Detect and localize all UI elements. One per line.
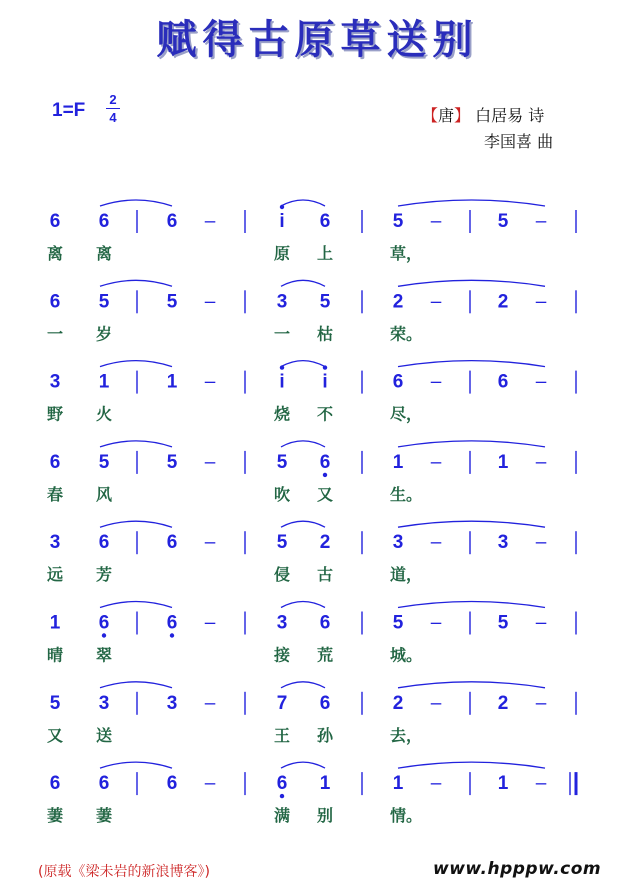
slur [100, 441, 172, 447]
lyric-character: 离 [47, 244, 64, 263]
lyric-character: 上 [317, 244, 334, 263]
note: 2 [497, 692, 509, 714]
close-bracket: 】 [454, 106, 471, 125]
lyric-character: 送 [96, 725, 113, 745]
hold-dash: – [204, 773, 216, 795]
lyric-character: 城。 [390, 645, 423, 665]
hold-dash: – [535, 532, 547, 554]
key-signature: 1=F [52, 100, 86, 121]
slur [281, 762, 325, 768]
composer-role: 曲 [537, 132, 554, 151]
note: 6 [49, 211, 61, 232]
note: 3 [49, 371, 61, 393]
lyric-character: 又 [47, 725, 64, 745]
slur [398, 200, 545, 206]
source-note: (原载《梁未岩的新浪博客》) [38, 864, 210, 880]
lyric-character: 翠 [96, 645, 113, 665]
lyric-character: 野 [47, 404, 64, 424]
hold-dash: – [535, 773, 547, 795]
slur [100, 521, 172, 527]
note: 5 [392, 612, 404, 634]
note: 3 [497, 532, 509, 554]
note: i [322, 371, 328, 393]
lyric-character: 荒 [317, 645, 334, 665]
note: 6 [392, 371, 404, 393]
lyric-character: 萋 [47, 806, 64, 826]
lyric-character: 晴 [47, 645, 64, 665]
slur [100, 762, 172, 768]
song-title: 赋得古原草送别 [156, 17, 479, 63]
lyric-character: 火 [96, 404, 113, 424]
lyric-character: 一 [47, 324, 64, 344]
note: 1 [49, 612, 61, 634]
note: 6 [98, 211, 110, 232]
lyric-character: 情。 [390, 806, 423, 826]
note: 6 [166, 773, 178, 795]
note: 6 [166, 532, 178, 554]
dynasty: 唐 [438, 106, 455, 125]
composer-name: 李国喜 [484, 132, 533, 151]
note: 5 [98, 451, 110, 473]
lyric-character: 古 [317, 565, 334, 585]
note: 5 [98, 291, 110, 313]
meter-bottom: 4 [109, 110, 117, 125]
slur [100, 682, 172, 688]
slur [281, 521, 325, 527]
slur [281, 280, 325, 286]
high-octave-dot [280, 365, 284, 369]
slur [398, 682, 545, 688]
slur [398, 521, 545, 527]
note: 3 [276, 612, 288, 634]
hold-dash: – [535, 291, 547, 313]
note: 6 [319, 612, 331, 634]
low-octave-dot [170, 633, 174, 637]
note: 6 [319, 692, 331, 714]
hold-dash: – [204, 291, 216, 313]
note: 6 [319, 451, 331, 473]
lyric-character: 原 [274, 244, 291, 263]
note: 7 [276, 692, 288, 714]
note: 5 [276, 451, 288, 473]
note: 5 [319, 291, 331, 313]
lyric-character: 春 [47, 484, 64, 504]
lyric-character: 接 [274, 645, 291, 665]
note: 3 [392, 532, 404, 554]
note: 5 [276, 532, 288, 554]
slur [100, 361, 172, 367]
slur [398, 441, 545, 447]
note: 6 [497, 371, 509, 393]
hold-dash: – [430, 291, 442, 313]
slur [281, 602, 325, 608]
note: 1 [497, 773, 509, 795]
slur [398, 280, 545, 286]
note: 3 [166, 692, 178, 714]
meter-top: 2 [109, 92, 117, 107]
hold-dash: – [430, 532, 442, 554]
note: 2 [497, 291, 509, 313]
hold-dash: – [204, 692, 216, 714]
hold-dash: – [535, 371, 547, 393]
lyric-character: 侵 [274, 565, 291, 585]
slur [100, 200, 172, 206]
slur [281, 200, 325, 206]
lyric-character: 风 [96, 484, 113, 504]
hold-dash: – [430, 451, 442, 473]
poet-name: 白居易 [475, 106, 524, 125]
note: 6 [98, 532, 110, 554]
note: 2 [392, 291, 404, 313]
lyric-character: 枯 [317, 324, 334, 344]
hold-dash: – [204, 371, 216, 393]
low-octave-dot [323, 473, 327, 477]
note: 6 [98, 773, 110, 795]
note: 5 [497, 211, 509, 232]
note: 6 [49, 451, 61, 473]
hold-dash: – [535, 451, 547, 473]
slur [100, 602, 172, 608]
note: 2 [319, 532, 331, 554]
note: 5 [166, 451, 178, 473]
hold-dash: – [204, 451, 216, 473]
note: 5 [392, 211, 404, 232]
note: 6 [166, 612, 178, 634]
note: 1 [392, 773, 404, 795]
high-octave-dot [280, 205, 284, 209]
low-octave-dot [102, 633, 106, 637]
note: 5 [49, 692, 61, 714]
hold-dash: – [535, 211, 547, 232]
lyric-character: 生。 [390, 484, 423, 504]
note: 6 [49, 773, 61, 795]
slur [100, 280, 172, 286]
note: 3 [49, 532, 61, 554]
open-bracket: 【 [422, 106, 439, 125]
lyric-character: 远 [47, 565, 64, 585]
note: 1 [98, 371, 110, 393]
lyric-character: 芳 [96, 565, 113, 585]
slur [398, 762, 545, 768]
slur [398, 602, 545, 608]
note: 6 [166, 211, 178, 232]
low-octave-dot [280, 794, 284, 798]
lyric-character: 烧 [274, 404, 291, 424]
note: 2 [392, 692, 404, 714]
note: 3 [276, 291, 288, 313]
note: 1 [392, 451, 404, 473]
hold-dash: – [204, 532, 216, 554]
lyric-character: 孙 [317, 725, 334, 745]
lyric-character: 满 [274, 806, 291, 826]
lyric-character: 萋 [96, 806, 113, 826]
lyric-character: 不 [317, 404, 334, 424]
hold-dash: – [430, 773, 442, 795]
slur [281, 361, 325, 367]
hold-dash: – [535, 612, 547, 634]
note: 6 [319, 211, 331, 232]
hold-dash: – [430, 692, 442, 714]
slur [398, 361, 545, 367]
note: 1 [319, 773, 331, 795]
lyric-character: 王 [274, 725, 291, 745]
lyric-character: 道， [390, 565, 423, 585]
hold-dash: – [535, 692, 547, 714]
note: 3 [98, 692, 110, 714]
note: 6 [276, 773, 288, 795]
hold-dash: – [430, 612, 442, 634]
note: 1 [497, 451, 509, 473]
lyric-character: 别 [317, 806, 334, 826]
lyric-character: 去， [390, 725, 423, 745]
slur [281, 682, 325, 688]
note: 6 [98, 612, 110, 634]
note: i [279, 371, 285, 393]
lyric-character: 尽， [390, 404, 423, 424]
note: 5 [166, 291, 178, 313]
lyric-character: 荣。 [390, 324, 423, 344]
high-octave-dot [323, 365, 327, 369]
lyric-character: 又 [317, 484, 334, 504]
slur [281, 441, 325, 447]
lyric-character: 岁 [96, 324, 113, 344]
note: 6 [49, 291, 61, 313]
website-watermark: www.hpppw.com [433, 859, 602, 879]
lyric-character: 草， [390, 244, 423, 263]
lyric-character: 吹 [274, 484, 291, 504]
hold-dash: – [430, 371, 442, 393]
hold-dash: – [204, 211, 216, 232]
lyric-character: 离 [96, 244, 113, 263]
note: 5 [497, 612, 509, 634]
lyric-character: 一 [274, 324, 291, 344]
hold-dash: – [430, 211, 442, 232]
note: 1 [166, 371, 178, 393]
hold-dash: – [204, 612, 216, 634]
poet-role: 诗 [528, 106, 545, 125]
note: i [279, 211, 285, 232]
